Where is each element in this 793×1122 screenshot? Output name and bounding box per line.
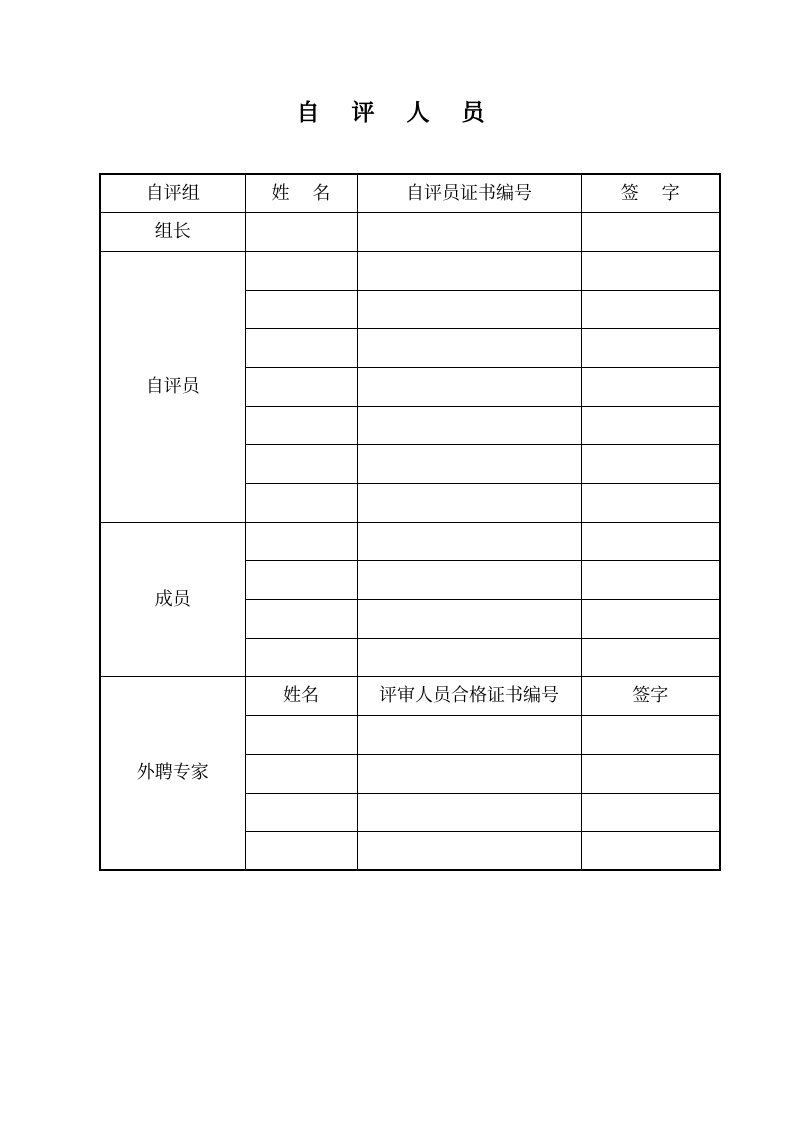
- name-cell: [245, 329, 357, 368]
- signature-cell: [581, 638, 720, 677]
- name-cell: [245, 754, 357, 793]
- header-cert-number: 自评员证书编号: [357, 174, 581, 213]
- signature-cell: [581, 213, 720, 252]
- group-leader-label: 组长: [100, 213, 245, 252]
- cert-cell: [357, 251, 581, 290]
- header-group: 自评组: [100, 174, 245, 213]
- name-cell: [245, 290, 357, 329]
- cert-cell: [357, 638, 581, 677]
- signature-cell: [581, 600, 720, 639]
- cert-cell: [357, 213, 581, 252]
- group-experts-label: 外聘专家: [100, 677, 245, 870]
- signature-cell: [581, 793, 720, 832]
- cert-cell: [357, 793, 581, 832]
- page-title: 自 评 人 员: [296, 100, 497, 126]
- cert-cell: [357, 522, 581, 561]
- signature-cell: [581, 406, 720, 445]
- cert-cell: [357, 484, 581, 523]
- cert-cell: [357, 832, 581, 871]
- cert-cell: [357, 561, 581, 600]
- cert-cell: [357, 445, 581, 484]
- signature-cell: [581, 561, 720, 600]
- signature-cell: [581, 290, 720, 329]
- name-cell: [245, 793, 357, 832]
- signature-cell: [581, 367, 720, 406]
- name-cell: [245, 716, 357, 755]
- name-cell: [245, 484, 357, 523]
- cert-cell: [357, 716, 581, 755]
- cert-cell: [357, 329, 581, 368]
- cert-cell: [357, 406, 581, 445]
- table-row: [100, 251, 720, 290]
- header-name: 姓 名: [245, 174, 357, 213]
- self-evaluation-personnel-table: [99, 173, 721, 871]
- signature-cell: [581, 716, 720, 755]
- name-cell: [245, 600, 357, 639]
- name-cell: [245, 522, 357, 561]
- signature-cell: [581, 251, 720, 290]
- table-row-leader: [100, 213, 720, 252]
- cert-cell: [357, 600, 581, 639]
- signature-cell: [581, 329, 720, 368]
- table-row: [100, 522, 720, 561]
- cert-cell: [357, 290, 581, 329]
- expert-header-name: 姓名: [245, 677, 357, 716]
- name-cell: [245, 213, 357, 252]
- group-members-label: 成员: [100, 522, 245, 677]
- signature-cell: [581, 832, 720, 871]
- name-cell: [245, 561, 357, 600]
- expert-header-cert-number: 评审人员合格证书编号: [357, 677, 581, 716]
- cert-cell: [357, 754, 581, 793]
- expert-header-signature: 签字: [581, 677, 720, 716]
- name-cell: [245, 251, 357, 290]
- expert-header-row: [100, 677, 720, 716]
- header-signature: 签 字: [581, 174, 720, 213]
- signature-cell: [581, 484, 720, 523]
- group-evaluators-label: 自评员: [100, 251, 245, 522]
- signature-cell: [581, 522, 720, 561]
- cert-cell: [357, 367, 581, 406]
- signature-cell: [581, 445, 720, 484]
- name-cell: [245, 832, 357, 871]
- table-header-row: [100, 174, 720, 213]
- name-cell: [245, 367, 357, 406]
- name-cell: [245, 406, 357, 445]
- name-cell: [245, 445, 357, 484]
- name-cell: [245, 638, 357, 677]
- signature-cell: [581, 754, 720, 793]
